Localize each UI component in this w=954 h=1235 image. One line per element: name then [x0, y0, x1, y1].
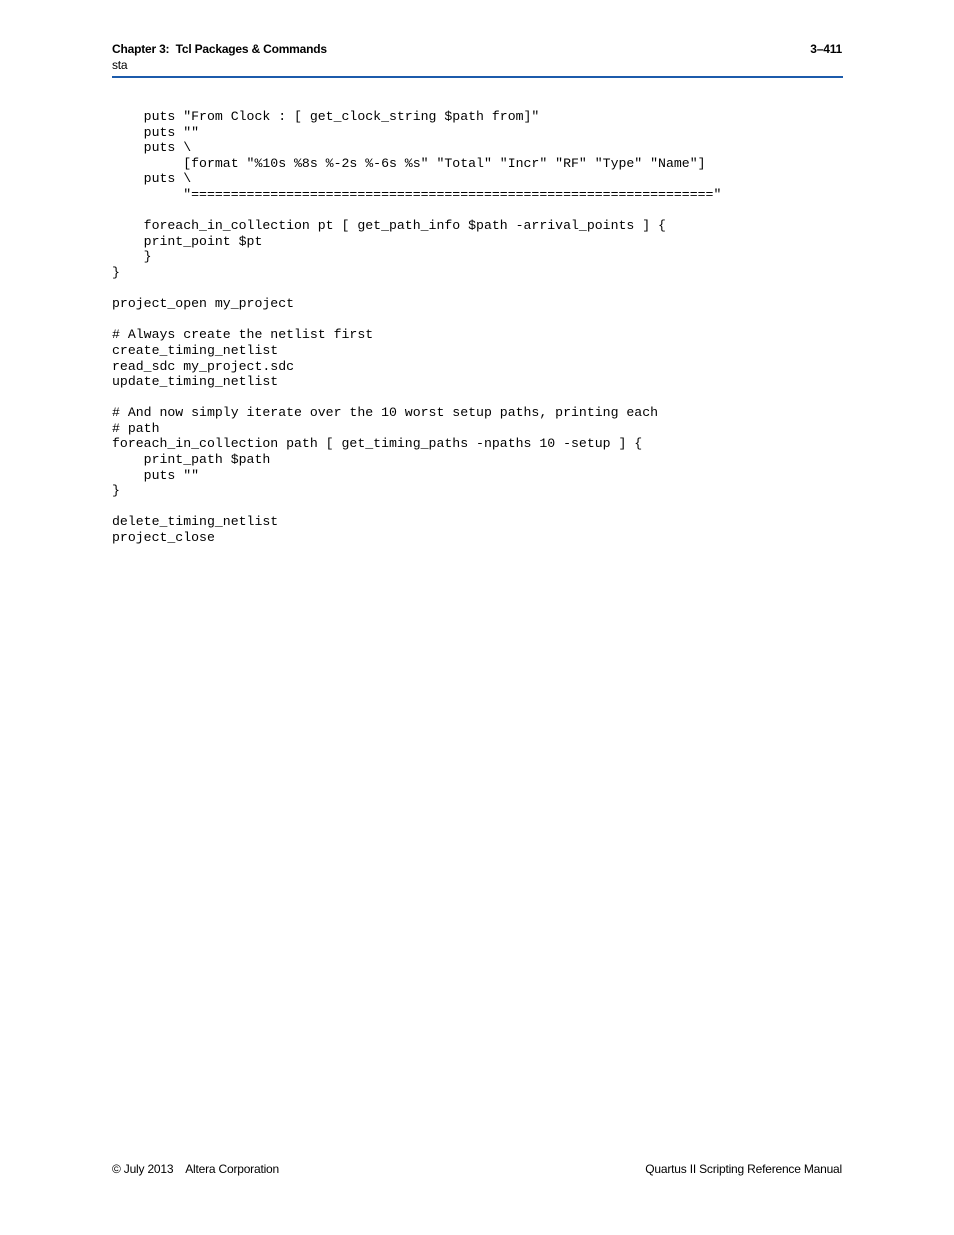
- code-line: print_path $path: [112, 452, 271, 468]
- code-listing: [112, 109, 721, 546]
- code-line: update_timing_netlist: [112, 374, 279, 390]
- code-line: }: [112, 483, 120, 499]
- code-line: puts \: [112, 140, 192, 156]
- code-line: # path: [112, 420, 160, 436]
- code-line: [112, 390, 721, 406]
- code-line: # Always create the netlist first: [112, 327, 374, 343]
- code-line: delete_timing_netlist: [112, 514, 279, 530]
- code-line: puts \: [112, 171, 192, 187]
- footer-manual-title: Quartus II Scripting Reference Manual: [645, 1162, 842, 1176]
- code-line: }: [112, 264, 120, 280]
- code-line: puts "From Clock : [ get_clock_string $path from]": [112, 109, 540, 124]
- code-line: [112, 203, 721, 219]
- code-line: read_sdc my_project.sdc: [112, 358, 295, 374]
- code-line: [112, 499, 721, 515]
- code-line: # And now simply iterate over the 10 worst setup paths, printing each: [112, 405, 659, 421]
- page-number: 3–411: [810, 42, 842, 56]
- code-line: [112, 281, 721, 297]
- header-divider: [112, 76, 843, 78]
- code-line: project_open my_project: [112, 296, 295, 312]
- section-name: sta: [112, 58, 128, 72]
- code-line: project_close: [112, 530, 215, 546]
- code-line: [format "%10s %8s %-2s %-6s %s" "Total" "Incr" "RF" "Type" "Name"]: [112, 155, 706, 171]
- code-line: foreach_in_collection pt [ get_path_info $path -arrival_points ] {: [112, 218, 666, 234]
- footer-copyright: © July 2013 Altera Corporation: [112, 1162, 280, 1176]
- chapter-title: Chapter 3: Tcl Packages & Commands: [112, 42, 327, 56]
- page-header: [112, 42, 842, 78]
- code-line: puts "": [112, 467, 200, 483]
- code-line: }: [112, 249, 152, 265]
- code-line: "==================================================================": [112, 186, 722, 202]
- code-line: print_point $pt: [112, 233, 263, 249]
- code-line: create_timing_netlist: [112, 342, 279, 358]
- code-line: [112, 312, 721, 328]
- code-line: puts "": [112, 124, 200, 140]
- code-line: foreach_in_collection path [ get_timing_paths -npaths 10 -setup ] {: [112, 436, 643, 452]
